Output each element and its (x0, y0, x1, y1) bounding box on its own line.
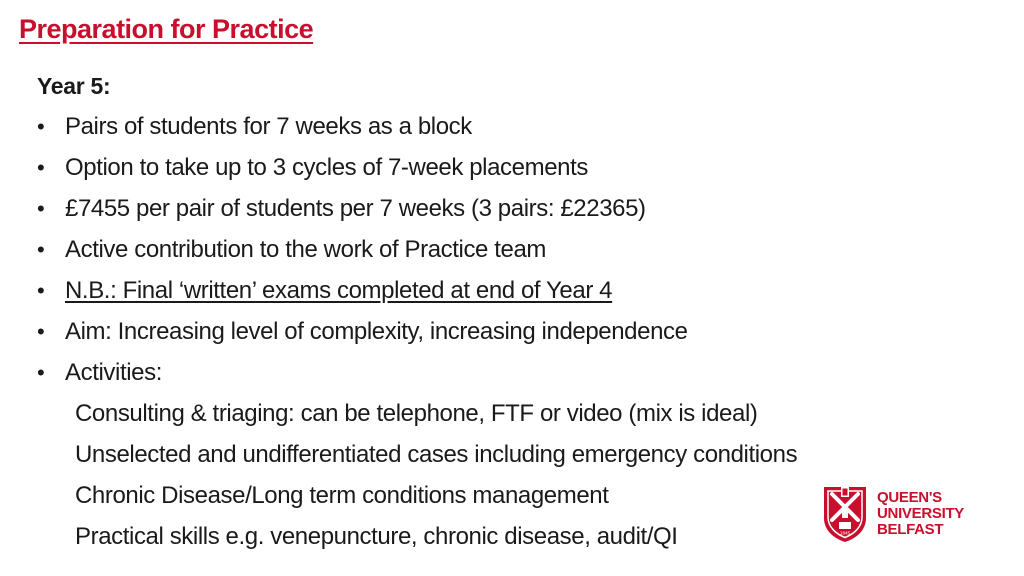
year-heading: Year 5: (37, 73, 111, 99)
bullet-item (37, 152, 997, 193)
bullet-item (37, 357, 997, 398)
bullet-mark: • (37, 114, 45, 139)
university-crest-icon (821, 484, 869, 544)
activity-item: Chronic Disease/Long term conditions management (75, 482, 609, 509)
slide-title: Preparation for Practice (19, 14, 314, 44)
bullet-text: Option to take up to 3 cycles of 7-week placements (65, 154, 588, 181)
bullet-item (37, 234, 997, 275)
bullet-text: Activities: (65, 359, 162, 386)
activity-item: Consulting & triaging: can be telephone, FTF or video (mix is ideal) (75, 400, 758, 427)
bullet-item (37, 275, 997, 316)
bullet-mark: • (37, 319, 45, 344)
bullet-text: Aim: Increasing level of complexity, increasing independence (65, 318, 688, 345)
crest-motto: 1845 (839, 530, 851, 536)
bullet-item (37, 193, 997, 234)
university-logo (821, 484, 981, 544)
bullet-mark: • (37, 237, 45, 262)
bullet-item (37, 111, 997, 152)
bullet-text: Active contribution to the work of Practice team (65, 236, 547, 263)
activity-item: Practical skills e.g. venepuncture, chronic disease, audit/QI (75, 523, 678, 550)
bullet-mark: • (37, 278, 45, 303)
bullet-mark: • (37, 196, 45, 221)
logo-line-3: BELFAST (877, 521, 944, 538)
bullet-text-nb: N.B.: Final ‘written’ exams completed at end of Year 4 (65, 277, 613, 304)
logo-text (877, 490, 964, 538)
bullet-mark: • (37, 155, 45, 180)
bullet-text: £7455 per pair of students per 7 weeks (3 pairs: £22365) (65, 195, 646, 222)
bullet-list (37, 111, 997, 398)
activity-item: Unselected and undifferentiated cases including emergency conditions (75, 441, 798, 468)
bullet-mark: • (37, 360, 45, 385)
logo-line-2: UNIVERSITY (877, 505, 965, 522)
bullet-item (37, 316, 997, 357)
bullet-text: Pairs of students for 7 weeks as a block (65, 113, 472, 140)
logo-line-1: QUEEN'S (877, 489, 942, 506)
